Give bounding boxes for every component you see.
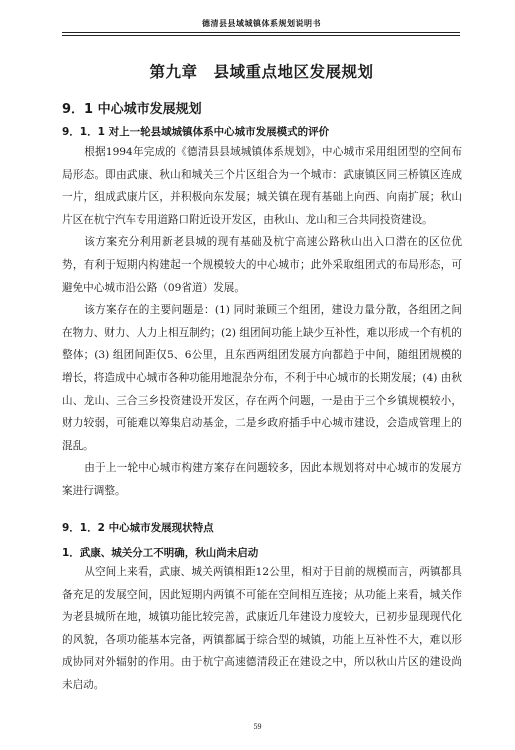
header-rule bbox=[62, 32, 460, 36]
paragraph: 根据1994年完成的《德清县县域城镇体系规划》，中心城市采用组团型的空间布局形态。即由武康、秋山和城关三个片区组合为一个城市：武康镇区同三桥镇区连成一片，组成武康片区，并积极向东发展；城关镇在现有基础上向西、向南扩展；秋山片区在杭宁汽车专用道路口附近设开发区，由秋山、龙山和三合共同投资建设。 bbox=[62, 146, 462, 226]
section-heading-9-1: 9．1 中心城市发展规划 bbox=[62, 102, 202, 117]
paragraph: 从空间上来看，武康、城关两镇相距12公里，相对于目前的规模而言，两镇都具备充足的发展空间，因此短期内两镇不可能在空间相互连接；从功能上来看，城关作为老县城所在地，城镇功能比较完善，武康近几年建设力度较大，已初步显现现代化的风貌，各项功能基本完备，两镇都属于综合型的城镇，功能上互补性不大，难以形成协同对外辐射的作用。由于杭宁高速德清段正在建设之中，所以秋山片区的建设尚未启动。 bbox=[62, 566, 462, 691]
running-header: 德清县县域城镇体系规划说明书 bbox=[202, 19, 321, 28]
paragraph: 该方案存在的主要问题是：(1) 同时兼顾三个组团，建设力量分散，各组团之间在物力、财力、人力上相互制约；(2) 组团间功能上缺少互补性，难以形成一个有机的整体；(3) 组团间距仅5、6公里，且东西两组团发展方向都趋于中间，随组团规模的增长，将造成中心城市各种功能用地混杂分布，不利于中心城市的长期发展；(4) 由秋山、龙山、三合三乡投资建设开发区，存在两个问题，一是由于三个乡镇规模较小，财力较弱，可能难以筹集启动基金，二是乡政府插手中心城市建设，会造成管理上的混乱。 bbox=[62, 304, 462, 452]
subsection-heading-1: 1．武康、城关分工不明确，秋山尚未启动 bbox=[62, 547, 259, 559]
section-9-1-1-body bbox=[62, 141, 462, 503]
section-heading-9-1-2: 9．1．2 中心城市发展现状特点 bbox=[62, 522, 214, 534]
chapter-title: 第九章 县域重点地区发展规划 bbox=[149, 63, 374, 81]
paragraph: 该方案充分利用新老县城的现有基础及杭宁高速公路秋山出入口潜在的区位优势，有利于短期内构建起一个规模较大的中心城市；此外采取组团式的布局形态，可避免中心城市沿公路（09省道）发展。 bbox=[62, 236, 462, 294]
subsection-1-body bbox=[62, 561, 462, 697]
page-number: 59 bbox=[253, 722, 262, 731]
paragraph: 由于上一轮中心城市构建方案存在问题较多，因此本规划将对中心城市的发展方案进行调整。 bbox=[62, 462, 462, 497]
section-heading-9-1-1: 9．1．1 对上一轮县域城镇体系中心城市发展模式的评价 bbox=[62, 126, 330, 138]
